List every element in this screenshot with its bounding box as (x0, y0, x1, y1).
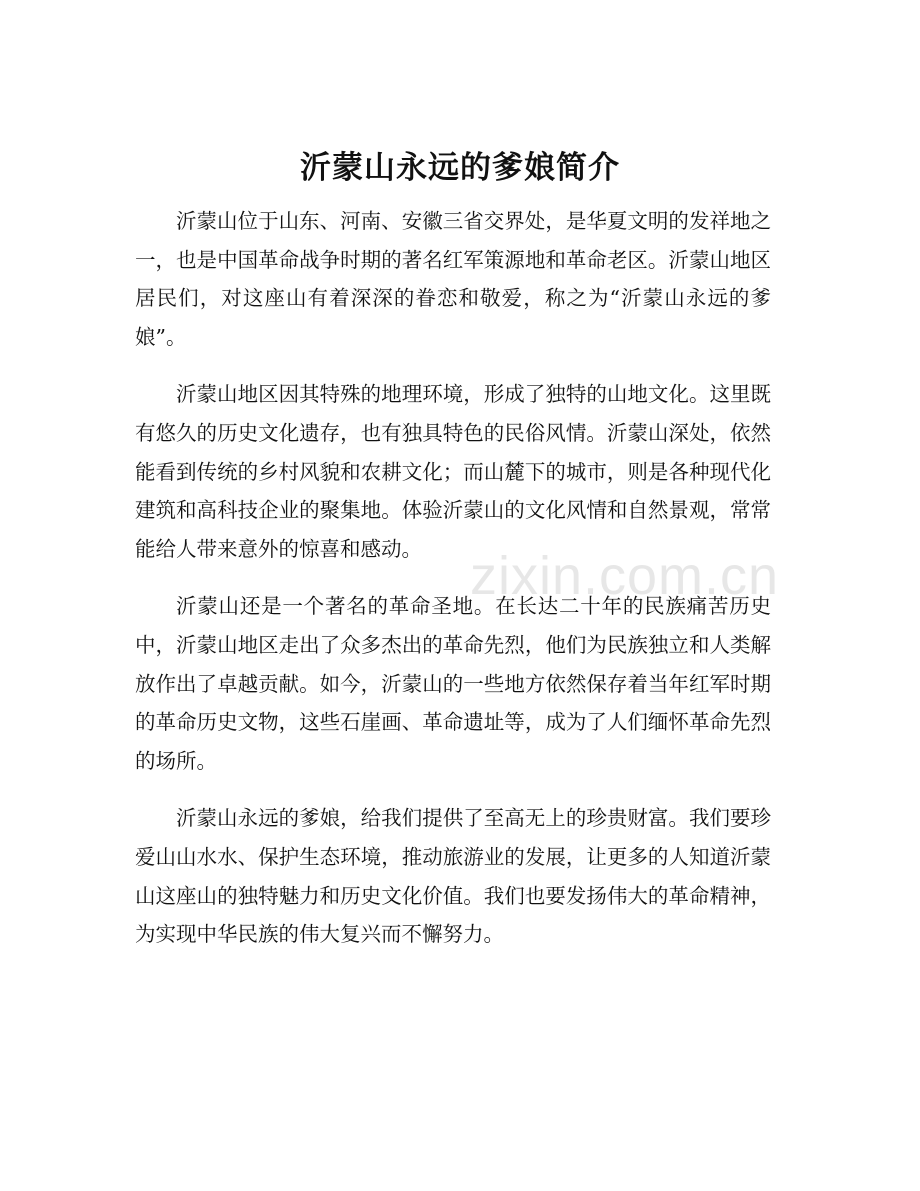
paragraph-4: 沂蒙山永远的爹娘，给我们提供了至高无上的珍贵财富。我们要珍爱山山水水、保护生态环境，推动旅游业的发展，让更多的人知道沂蒙山这座山的独特魅力和历史文化价值。我们也要发扬伟大的革命精神，为实现中华民族的伟大复兴而不懈努力。 (135, 806, 771, 947)
paragraph-1: 沂蒙山位于山东、河南、安徽三省交界处，是华夏文明的发祥地之一，也是中国革命战争时期的著名红军策源地和革命老区。沂蒙山地区居民们，对这座山有着深深的眷恋和敬爱，称之为“沂蒙山永远的爹娘”。 (135, 209, 771, 349)
watermark: zixin.com.cn (470, 546, 780, 606)
document-body (135, 202, 771, 973)
paragraph-3: 沂蒙山还是一个著名的革命圣地。在长达二十年的民族痛苦历史中，沂蒙山地区走出了众多杰出的革命先烈，他们为民族独立和人类解放作出了卓越贡献。如今，沂蒙山的一些地方依然保存着当年红军时期的革命历史文物，这些石崖画、革命遗址等，成为了人们缅怀革命先烈的场所。 (135, 594, 771, 773)
document-title: 沂蒙山永远的爹娘简介 (300, 150, 620, 186)
paragraph-2: 沂蒙山地区因其特殊的地理环境，形成了独特的山地文化。这里既有悠久的历史文化遗存，也有独具特色的民俗风情。沂蒙山深处，依然能看到传统的乡村风貌和农耕文化；而山麓下的城市，则是各种现代化建筑和高科技企业的聚集地。体验沂蒙山的文化风情和自然景观，常常能给人带来意外的惊喜和感动。 (135, 382, 771, 561)
